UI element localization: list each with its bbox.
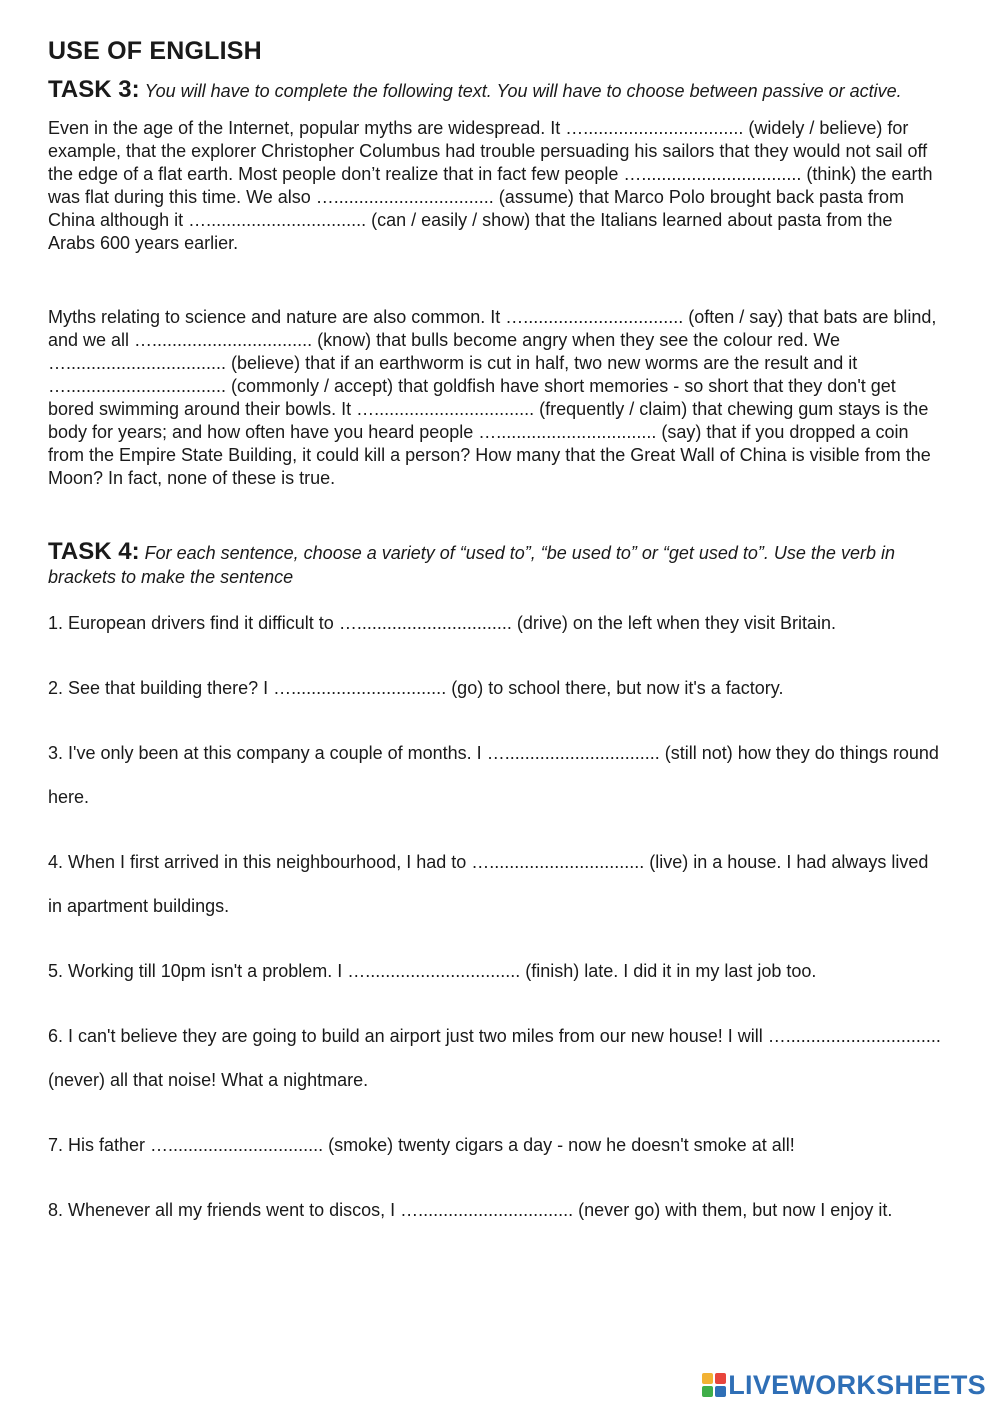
task4-item: 8. Whenever all my friends went to discos, I …............................... (never go) with them, but now I enjoy it. bbox=[48, 1200, 893, 1220]
task4-items bbox=[48, 601, 943, 1232]
task4-item: 6. I can't believe they are going to build an airport just two miles from our new house! I will …............................... (never) all that noise! What a nightmare. bbox=[48, 1026, 941, 1090]
task4-item: 7. His father …............................... (smoke) twenty cigars a day - now he doesn't smoke at all! bbox=[48, 1135, 795, 1155]
page-title: USE OF ENGLISH bbox=[48, 37, 262, 65]
logo-square bbox=[702, 1386, 713, 1397]
task3-title: TASK 3: bbox=[48, 76, 140, 103]
liveworksheets-logo[interactable] bbox=[702, 1365, 986, 1405]
logo-square bbox=[715, 1373, 726, 1384]
task4-item: 2. See that building there? I …............................... (go) to school there, but now it's a factory. bbox=[48, 678, 784, 698]
task4-item: 3. I've only been at this company a couple of months. I …............................... (still not) how they do things round here. bbox=[48, 743, 939, 807]
worksheet bbox=[48, 36, 943, 1253]
task4-item: 5. Working till 10pm isn't a problem. I …............................... (finish) late. I did it in my last job too. bbox=[48, 961, 817, 981]
task4-instruction: For each sentence, choose a variety of “used to”, “be used to” or “get used to”. Use the verb in brackets to make the sentence bbox=[48, 543, 895, 587]
task3-paragraph-1: Even in the age of the Internet, popular myths are widespread. It …................................ (widely / believe) for example, that the explorer Christopher Columbus had trouble persuading his sailors that they would not sail off the edge of a flat earth. Most people don’t realize that in fact few people …................................ (think) the earth was flat during this time. We also …................................ (assume) that Marco Polo brought back pasta from China although it …................................ (can / easily / show) that the Italians learned about pasta from the Arabs 600 years earlier. bbox=[48, 118, 933, 253]
task4-title: TASK 4: bbox=[48, 538, 140, 565]
task4-item: 1. European drivers find it difficult to …............................... (drive) on the left when they visit Britain. bbox=[48, 613, 836, 633]
logo-squares-icon bbox=[702, 1373, 726, 1397]
logo-square bbox=[715, 1386, 726, 1397]
task3-paragraph-2: Myths relating to science and nature are also common. It …................................ (often / say) that bats are blind, and we all …................................ (know) that bulls become angry when they see the colour red. We …................................ (believe) that if an earthworm is cut in half, two new worms are the result and it …................................ (commonly / accept) that goldfish have short memories - so short that they don't get bored swimming around their bowls. It …................................ (frequently / claim) that chewing gum stays is the body for years; and how often have you heard people …................................ (say) that if you dropped a coin from the Empire State Building, it could kill a person? How many that the Great Wall of China is visible from the Moon? In fact, none of these is true. bbox=[48, 307, 937, 488]
logo-square bbox=[702, 1373, 713, 1384]
task4-header bbox=[48, 540, 943, 589]
task3-header bbox=[48, 78, 943, 103]
task4-item: 4. When I first arrived in this neighbourhood, I had to …............................... (live) in a house. I had always lived in apartment buildings. bbox=[48, 852, 929, 916]
logo-text: LIVEWORKSHEETS bbox=[728, 1369, 986, 1400]
task3-instruction: You will have to complete the following text. You will have to choose between passive or active. bbox=[144, 81, 902, 101]
